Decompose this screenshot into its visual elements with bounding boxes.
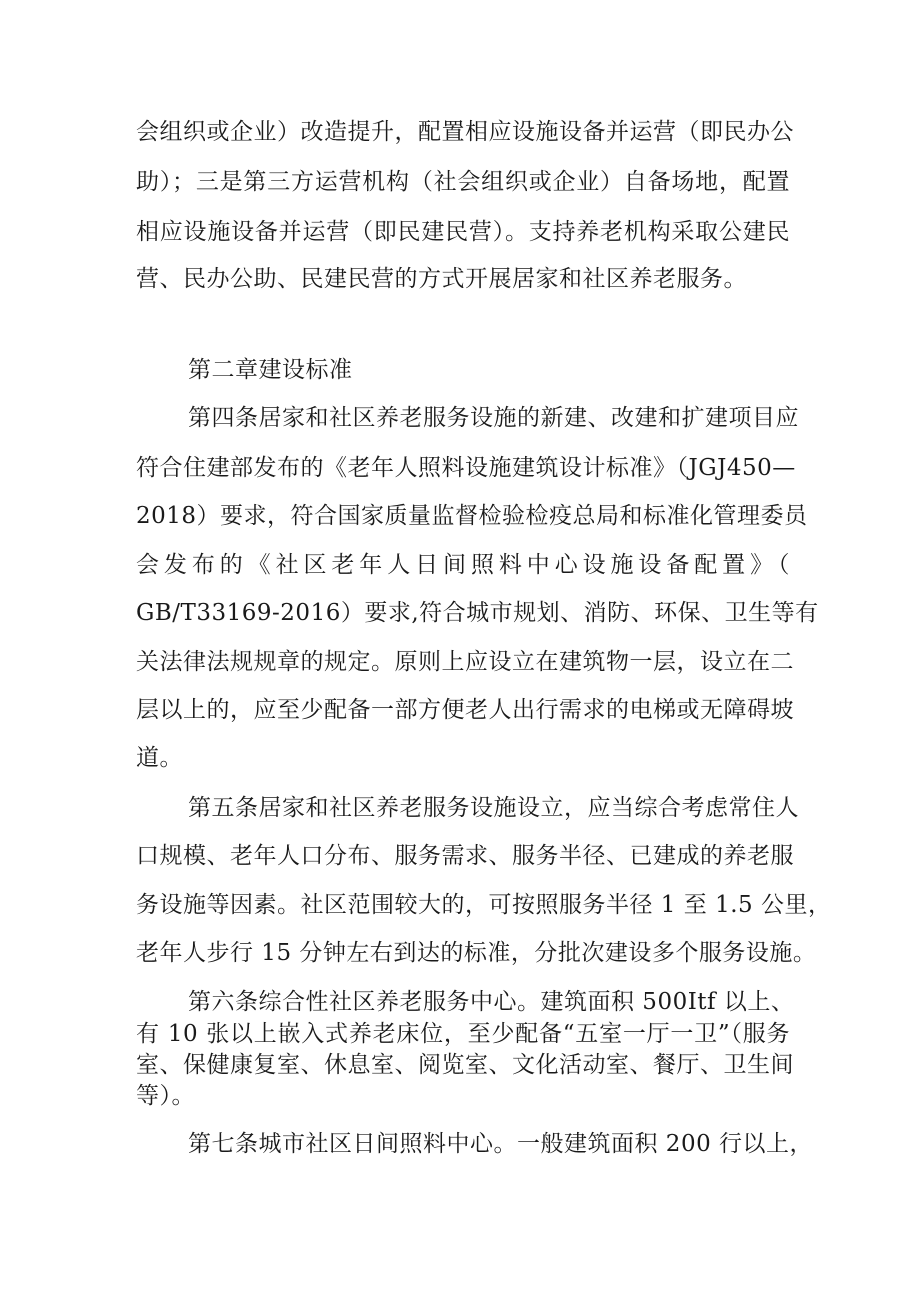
article-6-line-4: 等）。 — [136, 1083, 195, 1109]
article-4-line-3: 2018）要求，符合国家质量监督检验检疫总局和标准化管理委员 — [136, 503, 808, 529]
text-line-3: 相应设施设备并运营（即民建民营）。支持养老机构采取公建民 — [136, 219, 790, 245]
article-4-line-5: GB/T33169-2016）要求,符合城市规划、消防、环保、卫生等有 — [136, 600, 819, 626]
article-5-line-2: 口规模、老年人口分布、服务需求、服务半径、已建成的养老服 — [136, 843, 794, 869]
article-5-line-1: 第五条居家和社区养老服务设施设立，应当综合考虑常住人 — [188, 795, 799, 821]
article-4-line-8: 道。 — [136, 745, 183, 771]
article-4-line-1: 第四条居家和社区养老服务设施的新建、改建和扩建项目应 — [188, 405, 799, 431]
article-4-line-7: 层以上的，应至少配备一部方便老人出行需求的电梯或无障碍坡 — [136, 697, 794, 723]
article-5-line-4: 老年人步行 15 分钟左右到达的标准，分批次建设多个服务设施。 — [136, 940, 817, 966]
article-4-line-4: 会发布的《社区老年人日间照料中心设施设备配置》（ — [136, 552, 790, 578]
text-line-4: 营、民办公助、民建民营的方式开展居家和社区养老服务。 — [136, 266, 747, 292]
article-4-line-2: 符合住建部发布的《老年人照料设施建筑设计标准》（JGJ450— — [136, 455, 796, 481]
article-4-line-6: 关法律法规规章的规定。原则上应设立在建筑物一层，设立在二 — [136, 649, 794, 675]
text-line-1: 会组织或企业）改造提升，配置相应设施设备并运营（即民办公 — [136, 119, 794, 145]
text-line-2: 助）；三是第三方运营机构（社会组织或企业）自备场地，配置 — [136, 169, 790, 195]
article-6-line-1: 第六条综合性社区养老服务中心。建筑面积 500Itf 以上、 — [188, 989, 795, 1015]
chapter-heading: 第二章建设标准 — [188, 357, 353, 383]
article-6-line-3: 室、保健康复室、休息室、阅览室、文化活动室、餐厅、卫生间 — [136, 1052, 794, 1078]
article-6-line-2: 有 10 张以上嵌入式养老床位，至少配备“五室一厅一卫”（服务 — [136, 1021, 790, 1047]
article-5-line-3: 务设施等因素。社区范围较大的，可按照服务半径 1 至 1.5 公里， — [136, 892, 832, 918]
article-7-line-1: 第七条城市社区日间照料中心。一般建筑面积 200 行以上， — [188, 1131, 814, 1157]
